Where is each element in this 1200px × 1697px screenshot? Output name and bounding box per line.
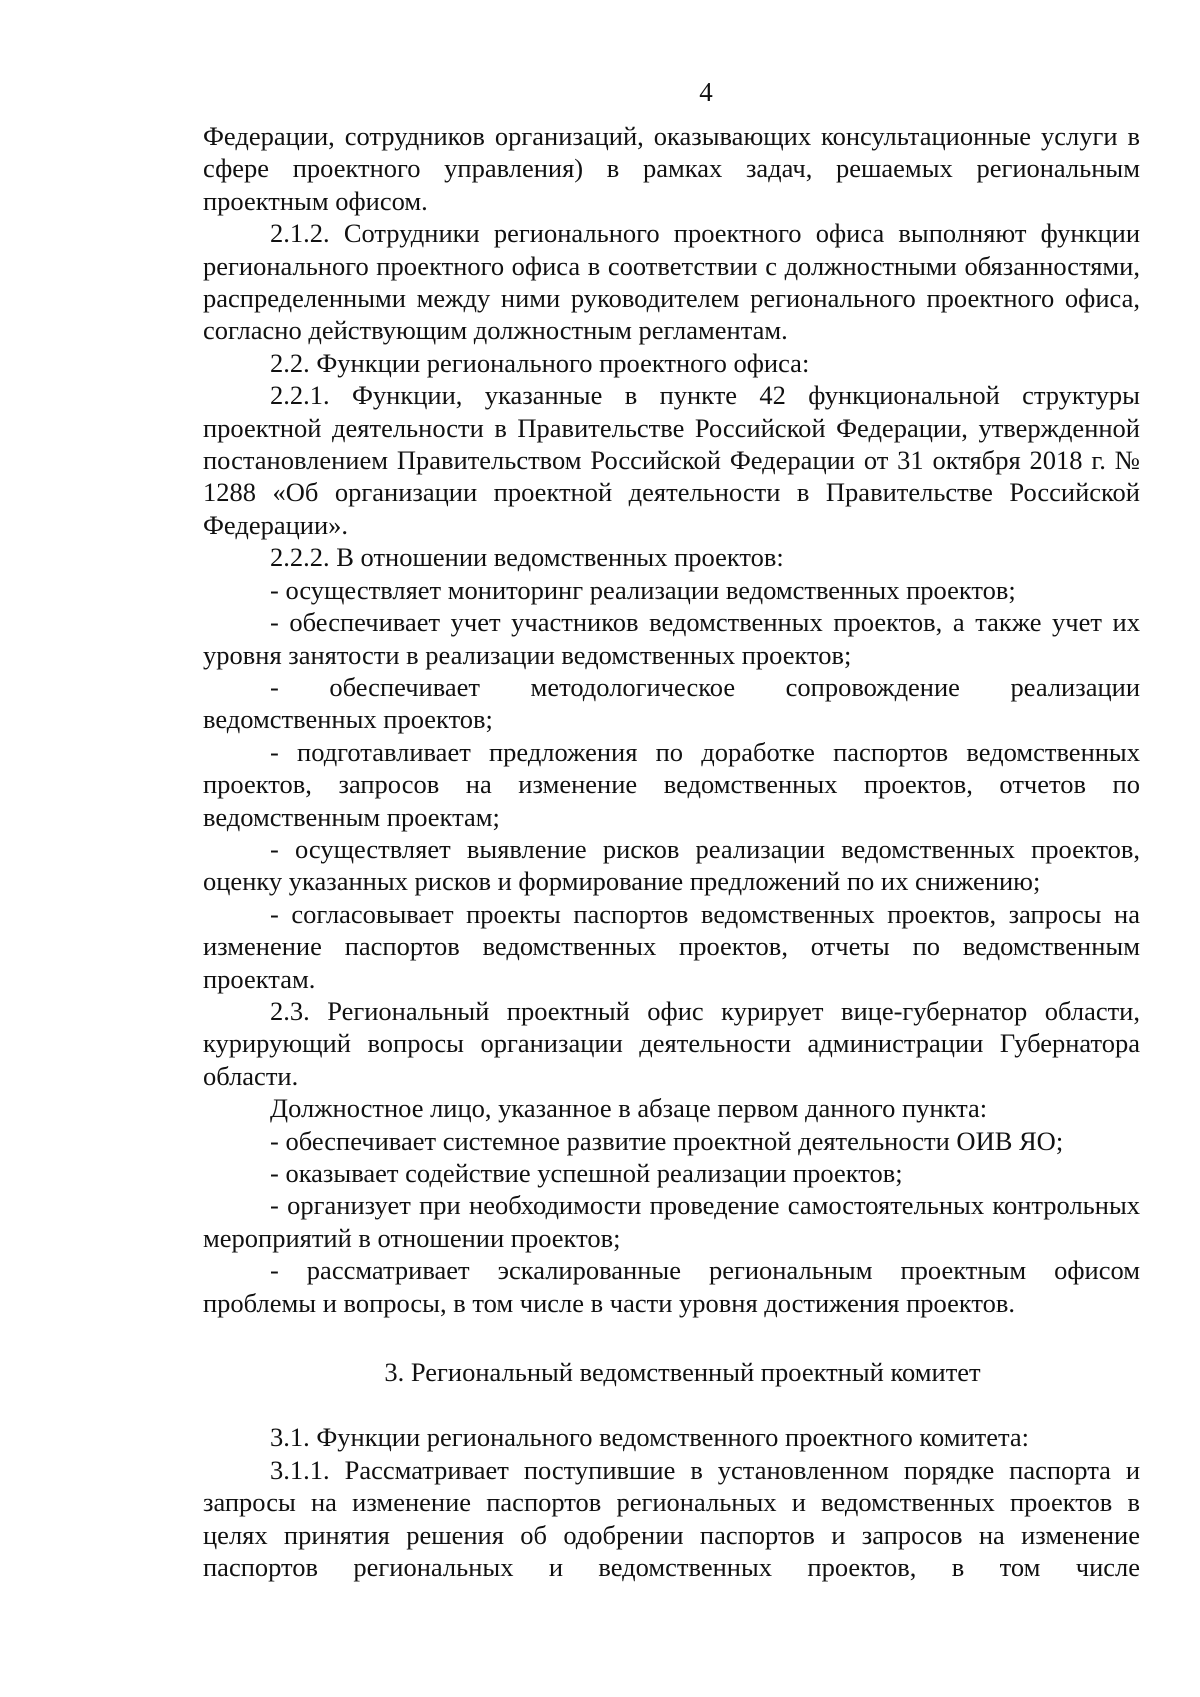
- heading-spacer-top: [203, 1319, 1140, 1356]
- paragraph: - оказывает содействие успешной реализации проектов;: [270, 1158, 903, 1188]
- paragraph: - осуществляет выявление рисков реализации ведомственных проектов, оценку указанных рисков и формирование предложений по их снижению;: [203, 833, 1140, 897]
- paragraph: - обеспечивает учет участников ведомственных проектов, а также учет их уровня занятости в реализации ведомственных проектов;: [203, 607, 1140, 670]
- paragraph: - обеспечивает методологическое сопровождение реализации ведомственных проектов;: [203, 671, 1140, 735]
- paragraph: 2.3. Региональный проектный офис курирует вице-губернатор области, курирующий вопросы организации деятельности администрации Губернатора области.: [203, 995, 1140, 1091]
- paragraph: - осуществляет мониторинг реализации ведомственных проектов;: [270, 574, 1016, 605]
- paragraph: Должностное лицо, указанное в абзаце первом данного пункта:: [270, 1093, 988, 1124]
- paragraph: 3.1.1. Рассматривает поступившие в установленном порядке паспорта и запросы на изменение паспортов региональных и ведомственных проектов в целях принятия решения об одобрении паспортов и запросов на изменение паспортов региональных и ведомственных проектов, в том числе: [203, 1454, 1140, 1583]
- paragraph: 2.1.2. Сотрудники регионального проектного офиса выполняют функции регионального проектного офиса в соответствии с должностными обязанностями, распределенными между ними руководителем регионального проектного офиса, согласно действующим должностным регламентам.: [203, 218, 1140, 346]
- paragraph: 2.2.1. Функции, указанные в пункте 42 функциональной структуры проектной деятельности в Правительстве Российской Федерации, утвержденной постановлением Правительством Российской Федерации от 31 октября 2018 г. № 1288 «Об организации проектной деятельности в Правительстве Российской Федерации».: [203, 380, 1140, 540]
- paragraph: 2.2. Функции регионального проектного офиса:: [270, 347, 810, 378]
- paragraph: - согласовывает проекты паспортов ведомственных проектов, запросы на изменение паспортов ведомственных проектов, отчеты по ведомственным проектам.: [203, 898, 1140, 994]
- paragraph: Федерации, сотрудников организаций, оказывающих консультационные услуги в сфере проектного управления) в рамках задач, решаемых региональным проектным офисом.: [203, 121, 1140, 216]
- paragraph: - подготавливает предложения по доработке паспортов ведомственных проектов, запросов на изменение ведомственных проектов, отчетов по ведомственным проектам;: [203, 736, 1140, 832]
- document-body: [203, 120, 1140, 1583]
- paragraph: 2.2.2. В отношении ведомственных проектов:: [270, 542, 784, 573]
- paragraph: 3.1. Функции регионального ведомственного проектного комитета:: [270, 1422, 1030, 1453]
- section-heading: 3. Региональный ведомственный проектный комитет: [384, 1357, 981, 1388]
- paragraphs-after-heading: [203, 1421, 1140, 1583]
- paragraph: - обеспечивает системное развитие проектной деятельности ОИВ ЯО;: [270, 1125, 1064, 1156]
- paragraphs-before-heading: [203, 120, 1140, 1319]
- paragraph: - организует при необходимости проведение самостоятельных контрольных мероприятий в отношении проектов;: [203, 1190, 1140, 1253]
- paragraph: - рассматривает эскалированные региональным проектным офисом проблемы и вопросы, в том числе в части уровня достижения проектов.: [203, 1255, 1140, 1318]
- heading-spacer-bottom: [203, 1388, 1140, 1421]
- page-number: 4: [699, 77, 713, 107]
